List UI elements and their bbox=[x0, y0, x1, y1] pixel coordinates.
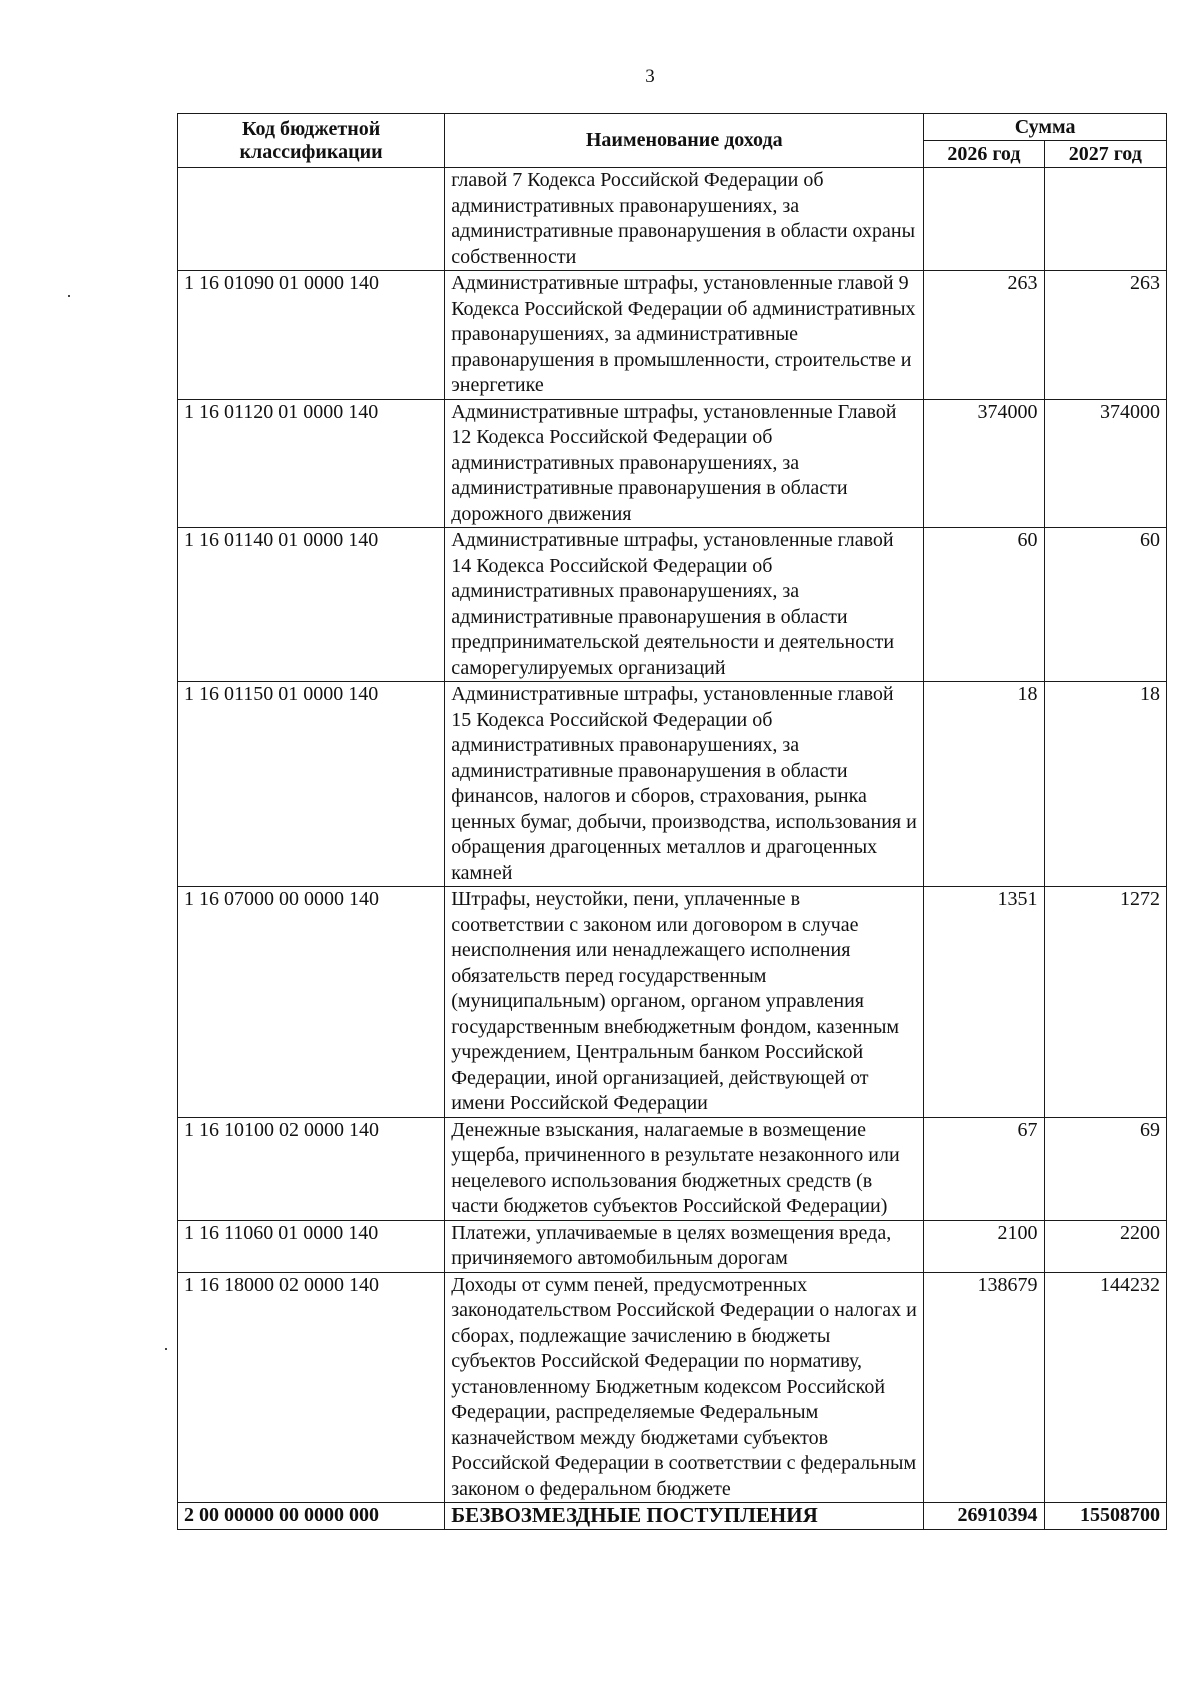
row-code bbox=[178, 168, 445, 271]
row-value-2027 bbox=[1044, 168, 1166, 271]
header-sum: Сумма bbox=[924, 114, 1167, 141]
row-name: Административные штрафы, установленные главой 9 Кодекса Российской Федерации об административных правонарушениях, за административные правонарушения в промышленности, строительстве и энергетике bbox=[445, 271, 924, 400]
row-code: 1 16 01150 01 0000 140 bbox=[178, 682, 445, 887]
total-value-2026: 26910394 bbox=[924, 1503, 1044, 1530]
total-value-2027: 15508700 bbox=[1044, 1503, 1166, 1530]
row-name: Платежи, уплачиваемые в целях возмещения вреда, причиняемого автомобильным дорогам bbox=[445, 1220, 924, 1272]
table-row bbox=[178, 1272, 1167, 1503]
header-name: Наименование дохода bbox=[445, 114, 924, 168]
table-row bbox=[178, 399, 1167, 528]
row-name: Доходы от сумм пеней, предусмотренных законодательством Российской Федерации о налогах и сборах, подлежащие зачислению в бюджеты субъектов Российской Федерации по нормативу, установленному Бюджетным кодексом Российской Федерации, распределяемые Федеральным казначейством между бюджетами субъектов Российской Федерации в соответствии с федеральным законом о федеральном бюджете bbox=[445, 1272, 924, 1503]
row-code: 1 16 07000 00 0000 140 bbox=[178, 887, 445, 1118]
row-name: Денежные взыскания, налагаемые в возмещение ущерба, причиненного в результате незаконного или нецелевого использования бюджетных средств (в части бюджетов субъектов Российской Федерации) bbox=[445, 1117, 924, 1220]
table-row bbox=[178, 887, 1167, 1118]
row-code: 1 16 10100 02 0000 140 bbox=[178, 1117, 445, 1220]
row-code: 1 16 18000 02 0000 140 bbox=[178, 1272, 445, 1503]
row-value-2027: 374000 bbox=[1044, 399, 1166, 528]
table-row bbox=[178, 528, 1167, 682]
row-value-2027: 60 bbox=[1044, 528, 1166, 682]
row-name: главой 7 Кодекса Российской Федерации об административных правонарушениях, за административные правонарушения в области охраны собственности bbox=[445, 168, 924, 271]
row-code: 1 16 01090 01 0000 140 bbox=[178, 271, 445, 400]
row-code: 1 16 11060 01 0000 140 bbox=[178, 1220, 445, 1272]
header-year-2026: 2026 год bbox=[924, 141, 1044, 168]
row-value-2027: 1272 bbox=[1044, 887, 1166, 1118]
row-value-2026: 67 bbox=[924, 1117, 1044, 1220]
total-name: БЕЗВОЗМЕЗДНЫЕ ПОСТУПЛЕНИЯ bbox=[445, 1503, 924, 1530]
row-code: 1 16 01120 01 0000 140 bbox=[178, 399, 445, 528]
total-code: 2 00 00000 00 0000 000 bbox=[178, 1503, 445, 1530]
table-row bbox=[178, 1117, 1167, 1220]
row-value-2027: 263 bbox=[1044, 271, 1166, 400]
row-value-2026: 374000 bbox=[924, 399, 1044, 528]
table-row bbox=[178, 682, 1167, 887]
row-name: Штрафы, неустойки, пени, уплаченные в соответствии с законом или договором в случае неисполнения или ненадлежащего исполнения обязательств перед государственным (муниципальным) органом, органом управления государственным внебюджетным фондом, казенным учреждением, Центральным банком Российской Федерации, иной организацией, действующей от имени Российской Федерации bbox=[445, 887, 924, 1118]
row-name: Административные штрафы, установленные главой 14 Кодекса Российской Федерации об административных правонарушениях, за административные правонарушения в области предпринимательской деятельности и деятельности саморегулируемых организаций bbox=[445, 528, 924, 682]
row-value-2026: 1351 bbox=[924, 887, 1044, 1118]
revenue-table bbox=[177, 113, 1167, 1530]
row-value-2027: 69 bbox=[1044, 1117, 1166, 1220]
row-value-2026 bbox=[924, 168, 1044, 271]
row-name: Административные штрафы, установленные Главой 12 Кодекса Российской Федерации об административных правонарушениях, за административные правонарушения в области дорожного движения bbox=[445, 399, 924, 528]
table-row bbox=[178, 1220, 1167, 1272]
row-value-2026: 263 bbox=[924, 271, 1044, 400]
row-value-2027: 18 bbox=[1044, 682, 1166, 887]
total-row bbox=[178, 1503, 1167, 1530]
page-number: 3 bbox=[645, 66, 655, 87]
table-row bbox=[178, 168, 1167, 271]
row-value-2026: 2100 bbox=[924, 1220, 1044, 1272]
row-value-2026: 138679 bbox=[924, 1272, 1044, 1503]
row-value-2027: 2200 bbox=[1044, 1220, 1166, 1272]
row-value-2027: 144232 bbox=[1044, 1272, 1166, 1503]
row-name: Административные штрафы, установленные главой 15 Кодекса Российской Федерации об административных правонарушениях, за административные правонарушения в области финансов, налогов и сборов, страхования, рынка ценных бумаг, добычи, производства, использования и обращения драгоценных металлов и драгоценных камней bbox=[445, 682, 924, 887]
scan-speck bbox=[68, 295, 70, 297]
scan-speck bbox=[165, 1348, 167, 1350]
header-row bbox=[178, 114, 1167, 141]
row-code: 1 16 01140 01 0000 140 bbox=[178, 528, 445, 682]
table-row bbox=[178, 271, 1167, 400]
header-year-2027: 2027 год bbox=[1044, 141, 1166, 168]
row-value-2026: 60 bbox=[924, 528, 1044, 682]
header-code: Код бюджетной классификации bbox=[178, 114, 445, 168]
row-value-2026: 18 bbox=[924, 682, 1044, 887]
